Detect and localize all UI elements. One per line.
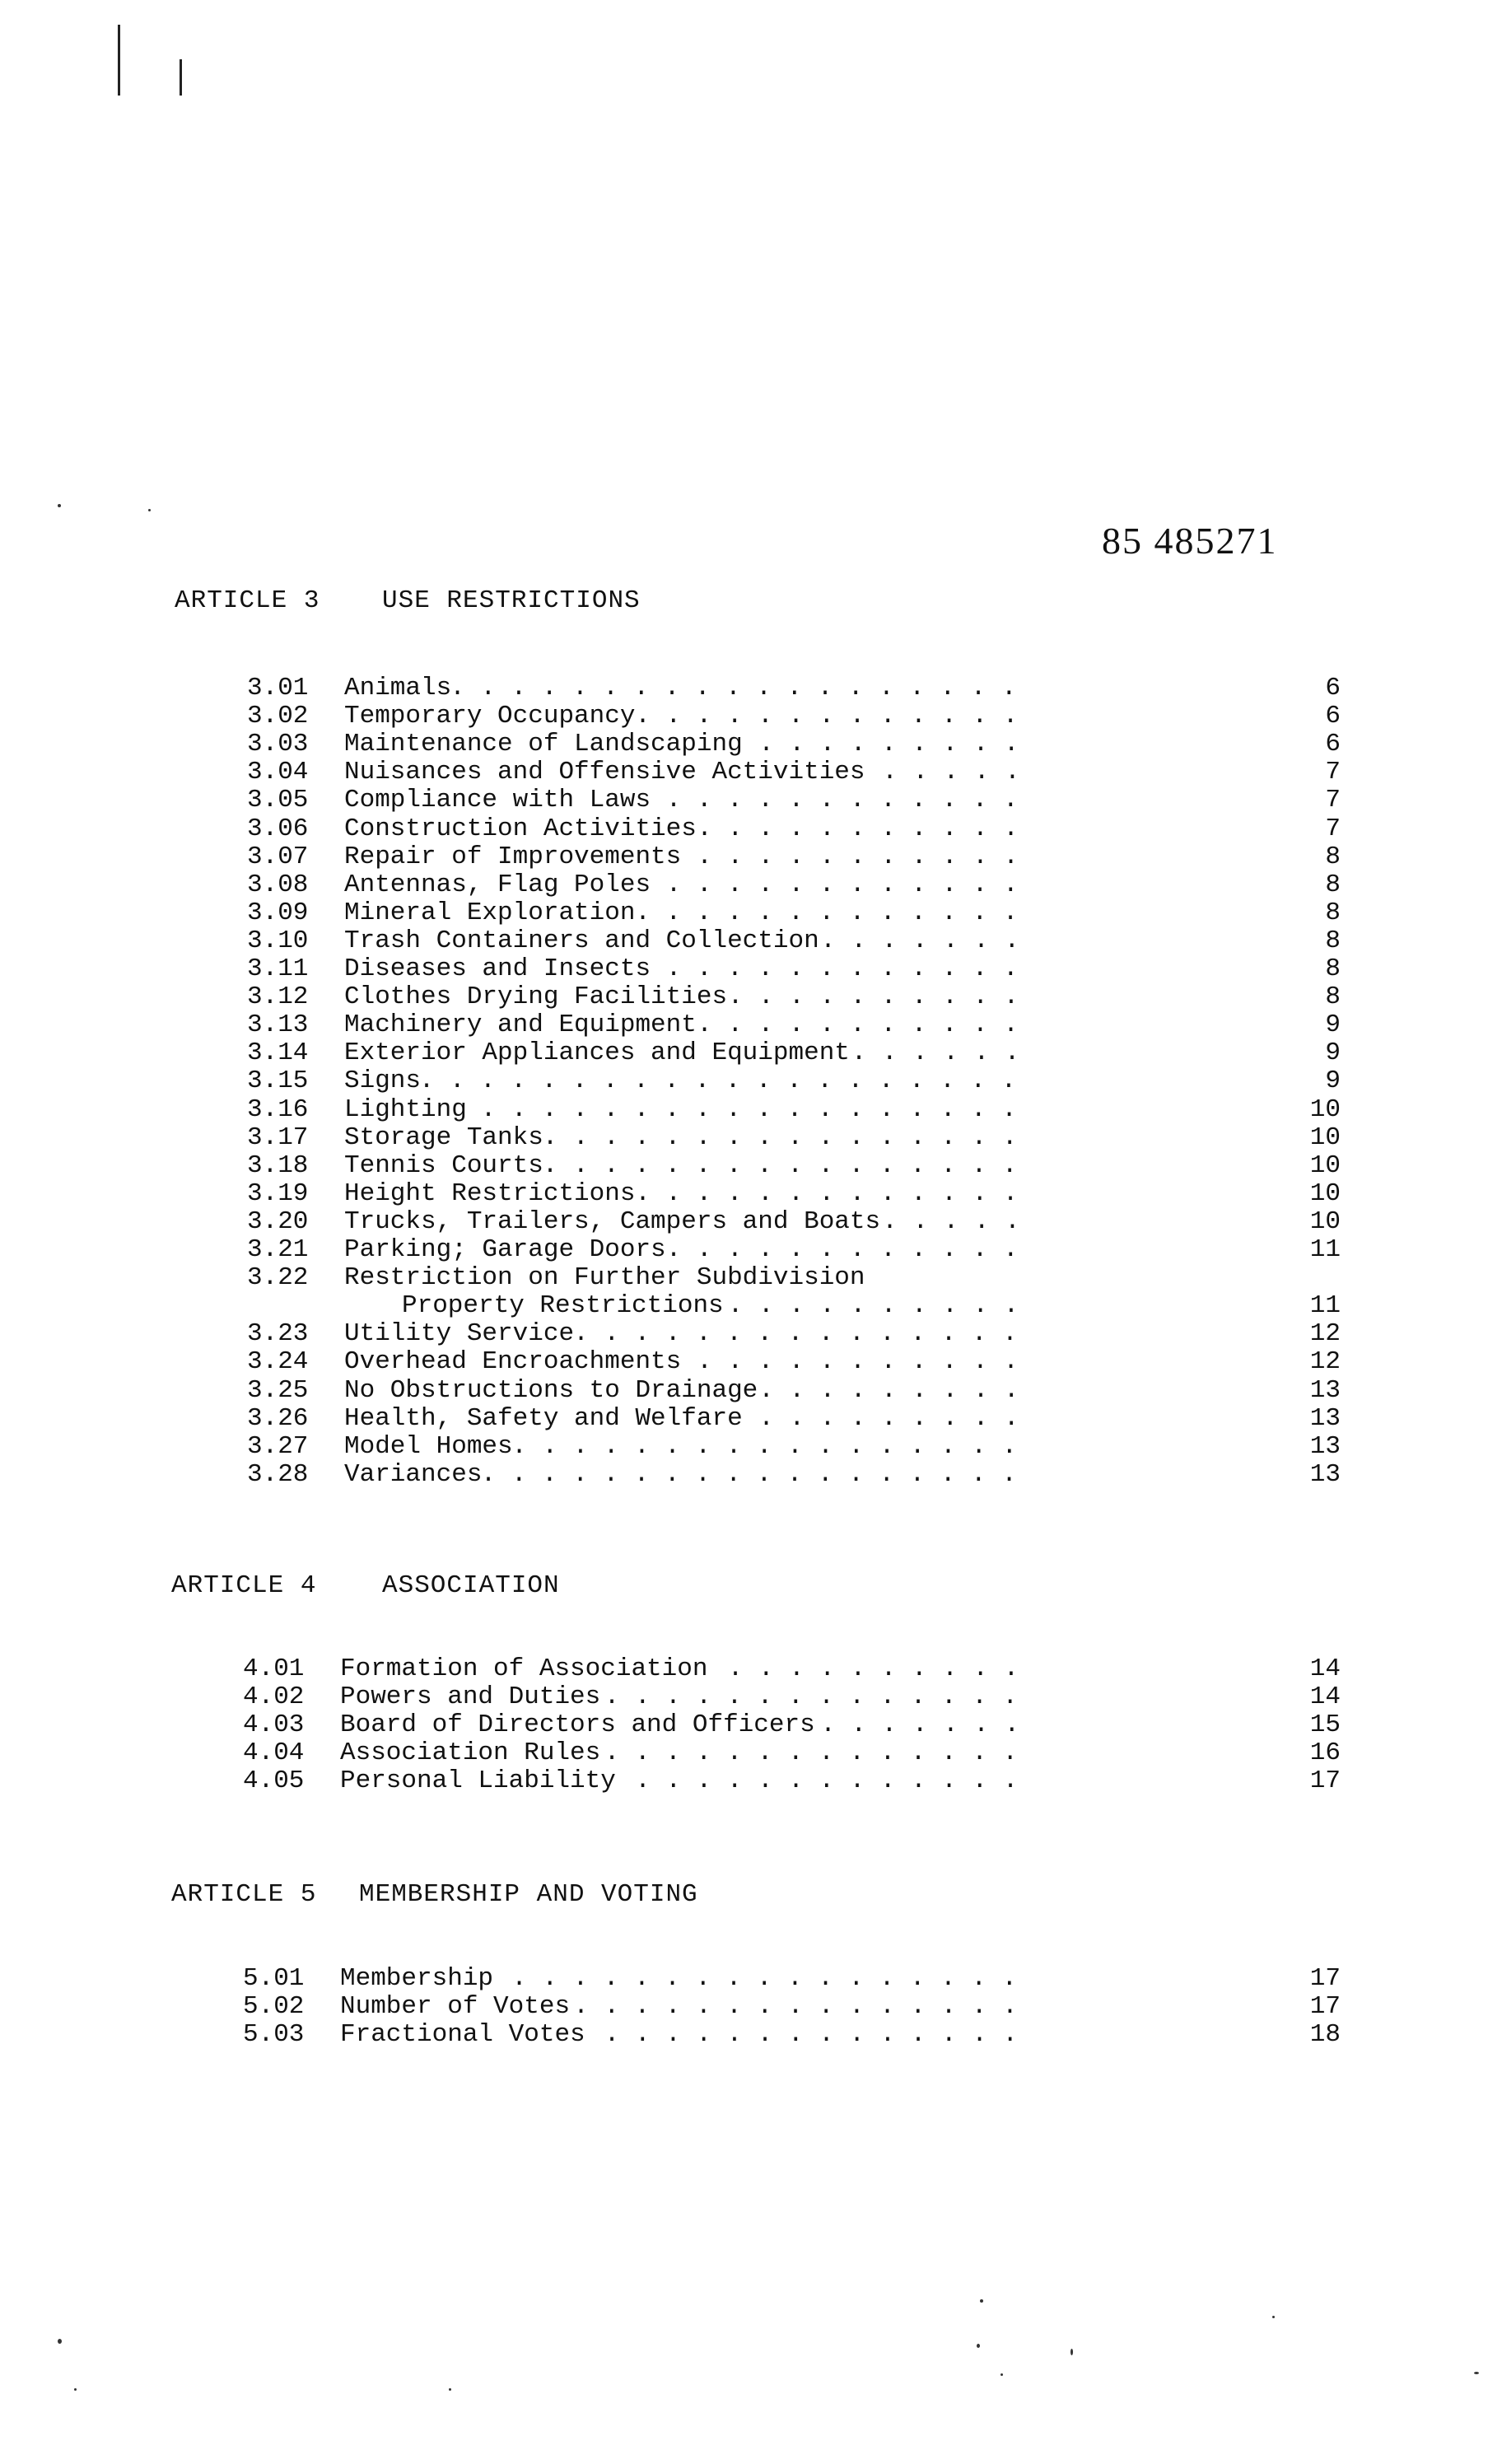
dot-leader: . . . . . . . . . . . . . . . . . . [480,1094,1017,1124]
entry-title: Restriction on Further Subdivision [344,1263,865,1293]
entry-title: Trash Containers and Collection [344,926,819,955]
dot-leader: . . . . . . . . . . [727,1654,1019,1683]
page-number: 14 [1309,1682,1341,1712]
entry-number: 4.03 [243,1710,305,1740]
entry-title: Clothes Drying Facilities [344,982,728,1012]
dot-leader: . . . . . . . . . [758,1403,1019,1433]
page-number: 12 [1309,1319,1341,1349]
entry-number: 3.23 [247,1319,309,1349]
entry-number: 3.18 [247,1150,309,1180]
page-number: 11 [1309,1291,1341,1321]
entry-number: 4.05 [243,1766,305,1796]
entry-title: Lighting [344,1094,467,1124]
entry-number: 3.28 [247,1459,309,1489]
entry-title: Diseases and Insects [344,954,651,983]
entry-title: Construction Activities [344,814,697,843]
dot-leader: . . . . . . . . . . . [697,1010,1019,1040]
entry-number: 3.01 [247,674,309,702]
entry-title: Health, Safety and Welfare [344,1403,743,1433]
entry-title: Tennis Courts [344,1150,543,1180]
entry-title: Signs [344,1066,422,1096]
entry-number: 3.03 [247,730,309,759]
page-number: 7 [1325,758,1341,787]
article-title: USE RESTRICTIONS [382,586,641,615]
entry-title: Variances [344,1459,483,1489]
page-number: 10 [1309,1150,1341,1180]
article-title: MEMBERSHIP AND VOTING [359,1880,698,1909]
dot-leader: . . . . . . . . . . . . . . [604,2020,1019,2050]
page-number: 13 [1309,1403,1341,1433]
entry-number: 3.16 [247,1094,309,1124]
dot-leader: . . . . . . . . . . . . . . [604,1738,1019,1768]
scan-speck [58,504,61,507]
entry-title: Number of Votes [340,1992,571,2022]
entry-number: 3.25 [247,1375,309,1405]
entry-title: Fractional Votes [340,2020,585,2050]
page-number: 8 [1325,954,1341,983]
page-number: 8 [1325,898,1341,927]
scan-speck [1474,2372,1479,2374]
page-number: 7 [1325,814,1341,843]
entry-title: Repair of Improvements [344,842,682,871]
entry-number: 3.19 [247,1178,309,1208]
page-number: 8 [1325,982,1341,1012]
dot-leader: . . . . . . . . . . . . . [635,898,1019,927]
article-label: ARTICLE 5 [171,1880,317,1909]
scan-speck [74,2388,77,2391]
page-number: 13 [1309,1459,1341,1489]
dot-leader: . . . . . . . . . . . . . . [604,1682,1019,1712]
dot-leader: . . . . . . . . . . . [697,814,1019,843]
dot-leader: . . . . . . . . . . . . . . . . [542,1150,1018,1180]
dot-leader: . . . . . . . . . . . . [665,1235,1019,1264]
scan-speck [449,2388,451,2391]
entry-number: 3.10 [247,926,309,955]
scan-speck [980,2299,983,2303]
page-number: 10 [1309,1094,1341,1124]
entry-title: Utility Service [344,1319,575,1349]
entry-title: Association Rules [340,1738,601,1768]
dot-leader: . . . . . . . . . . . . [665,786,1019,815]
article-label: ARTICLE 3 [175,586,320,615]
scan-speck [977,2344,980,2348]
page-number: 9 [1325,1038,1341,1068]
page-number: 6 [1325,730,1341,759]
entry-title: Machinery and Equipment [344,1010,697,1040]
entry-number: 5.01 [243,1964,305,1993]
entry-number: 3.07 [247,842,309,871]
entry-title-continuation: Property Restrictions [402,1291,724,1321]
entry-title: Parking; Garage Doors [344,1235,666,1264]
entry-number: 3.11 [247,954,309,983]
dot-leader: . . . . . . . . . . [727,982,1019,1012]
entry-number: 3.27 [247,1431,309,1461]
dot-leader: . . . . . . . . . [758,730,1019,759]
dot-leader: . . . . . . . . . . . . . . . . . [511,1431,1018,1461]
dot-leader: . . . . . . . . . . [727,1291,1019,1321]
page-number: 13 [1309,1431,1341,1461]
page-number: 10 [1309,1206,1341,1236]
page-number: 8 [1325,870,1341,899]
scan-speck [58,2339,62,2344]
page-number: 17 [1309,1964,1341,1993]
entry-number: 3.26 [247,1403,309,1433]
page-number: 13 [1309,1375,1341,1405]
entry-number: 3.09 [247,898,309,927]
dot-leader: . . . . . . . . . . . . . . . . [542,1122,1018,1152]
page-number: 10 [1309,1178,1341,1208]
entry-number: 3.04 [247,758,309,787]
dot-leader: . . . . . . . . . . . . . . . [573,1992,1018,2022]
dot-leader: . . . . . . . . . . . . . . . . . . . . [418,1066,1017,1096]
dot-leader: . . . . . . . [820,926,1020,955]
dot-leader: . . . . . . . . . . . . . [635,1766,1019,1796]
page-number: 8 [1325,926,1341,955]
entry-number: 3.12 [247,982,309,1012]
entry-number: 3.02 [247,702,309,731]
page-number: 15 [1309,1710,1341,1740]
dot-leader: . . . . . [882,758,1020,787]
entry-title: Compliance with Laws [344,786,651,815]
page-number: 6 [1325,702,1341,731]
entry-number: 3.17 [247,1122,309,1152]
page-number: 9 [1325,1066,1341,1096]
entry-title: Animals [344,674,452,702]
entry-number: 3.15 [247,1066,309,1096]
page-number: 10 [1309,1122,1341,1152]
entry-number: 4.02 [243,1682,305,1712]
document-number: 85 485271 [1102,520,1278,562]
entry-title: Storage Tanks [344,1122,543,1152]
entry-title: Trucks, Trailers, Campers and Boats [344,1206,881,1236]
entry-number: 4.01 [243,1654,305,1683]
scan-speck [1001,2373,1003,2376]
dot-leader: . . . . . . . . . . . . . . . [573,1319,1018,1349]
page-number: 11 [1309,1235,1341,1264]
page-number: 17 [1309,1992,1341,2022]
entry-number: 3.20 [247,1206,309,1236]
dot-leader: . . . . . . . . . . . . . [635,702,1019,731]
margin-mark [118,25,120,96]
entry-title: Formation of Association [340,1654,708,1683]
entry-number: 3.24 [247,1347,309,1377]
entry-number: 3.21 [247,1235,309,1264]
entry-title: Overhead Encroachments [344,1347,682,1377]
dot-leader: . . . . . . . . . . . . [665,870,1019,899]
entry-title: Personal Liability [340,1766,616,1796]
entry-number: 3.08 [247,870,309,899]
entry-title: Nuisances and Offensive Activities [344,758,865,787]
dot-leader: . . . . . [882,1206,1020,1236]
dot-leader: . . . . . . . . . . . . [665,954,1019,983]
entry-title: Model Homes [344,1431,513,1461]
page-number: 12 [1309,1347,1341,1377]
entry-title: Exterior Appliances and Equipment [344,1038,850,1068]
entry-number: 3.22 [247,1263,309,1293]
page-number: 7 [1325,786,1341,815]
dot-leader: . . . . . . . . . . . . . [635,1178,1019,1208]
article-title: ASSOCIATION [382,1571,560,1600]
entry-title: Board of Directors and Officers [340,1710,815,1740]
page-number: 6 [1325,674,1341,702]
entry-title: Antennas, Flag Poles [344,870,651,899]
entry-number: 3.05 [247,786,309,815]
entry-number: 5.02 [243,1992,305,2022]
page-number: 16 [1309,1738,1341,1768]
page-number: 8 [1325,842,1341,871]
entry-title: Temporary Occupancy [344,702,636,731]
entry-number: 5.03 [243,2020,305,2050]
entry-number: 3.06 [247,814,309,843]
page-number: 9 [1325,1010,1341,1040]
dot-leader: . . . . . . . [820,1710,1020,1740]
entry-title: No Obstructions to Drainage [344,1375,758,1405]
dot-leader: . . . . . . . . . . . . . . . . . [511,1964,1018,1993]
page-number: 18 [1309,2020,1341,2050]
dot-leader: . . . . . . [851,1038,1020,1068]
scan-speck [148,509,151,511]
page-number: 17 [1309,1766,1341,1796]
article-label: ARTICLE 4 [171,1571,317,1600]
entry-title: Height Restrictions [344,1178,636,1208]
entry-number: 3.14 [247,1038,309,1068]
dot-leader: . . . . . . . . . . . . . . . . . . . [450,674,1017,702]
entry-title: Mineral Exploration [344,898,636,927]
dot-leader: . . . . . . . . . [758,1375,1019,1405]
entry-number: 4.04 [243,1738,305,1768]
scan-speck [1071,2349,1073,2355]
dot-leader: . . . . . . . . . . . [697,1347,1019,1377]
margin-mark [180,59,182,96]
page-number: 14 [1309,1654,1341,1683]
scan-speck [1272,2316,1275,2318]
entry-number: 3.13 [247,1010,309,1040]
entry-title: Maintenance of Landscaping [344,730,743,759]
dot-leader: . . . . . . . . . . . [697,842,1019,871]
dot-leader: . . . . . . . . . . . . . . . . . . [480,1459,1017,1489]
entry-title: Membership [340,1964,494,1993]
entry-title: Powers and Duties [340,1682,601,1712]
